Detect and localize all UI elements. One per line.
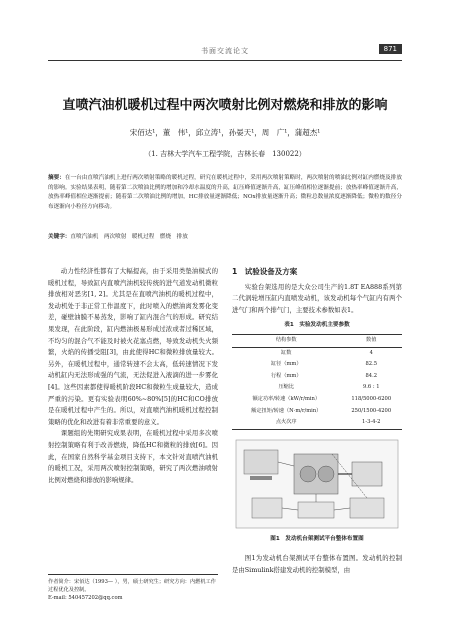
table-row: [232, 382, 402, 394]
table-cell: 1-3-4-2: [362, 419, 381, 426]
author-email: E-mail: 540457202@qq.com: [48, 595, 123, 601]
body-paragraph: 动力性经济性都有了大幅提高，由于采用类垫油模式的暖机过程，导致缸内直喷汽油机较传统的进气道发动机微粒排放相对恶劣[1, 2]。尤其是在直喷汽油机的暖机过程中，发动机处于非正常工作温度下，此时喷入的燃油离发雾化变差，碰壁油膜不易蒸发，影响了缸内混合气的形成。研究结果发现，在此阶段，缸内燃油极易形成过浓或者过稀区域，不均匀的混合气不能及时被火花塞点燃，导致发动机失火频繁，火焰的传播受阻[3]，由此使得HC和微粒排放量较大。另外，在暖机过程中，通常转速不会太高，低转速情况下发动机缸内无法形成强的气流，无法促进入液滴的进一步雾化[4]。这些因素都使得暖机阶段HC和微粒生成量较大，造成严重的污染。更有实验表明60%~80%[5]的HC和CO排放是在暖机过程中产生的。所以，对直喷汽油机暖机过程控制策略的优化和改进有着非常重要的意义。: [48, 267, 218, 426]
table-cell: 点火次序: [275, 419, 297, 426]
right-column: [232, 266, 402, 577]
header-rule: [48, 60, 402, 61]
body-paragraph: 图1为发动机台架测试平台整体布置图。发动机的控制是由Simulink搭建发动机的控制模型，由: [232, 554, 402, 574]
table-row: [232, 371, 402, 383]
table-cell: 缸数: [281, 349, 292, 356]
analyzer-block: [252, 498, 282, 518]
affiliation: （1. 吉林大学汽车工程学院，吉林长春 130022）: [144, 150, 306, 158]
table-row: [232, 359, 402, 371]
section-heading: 1 试验设备及方案: [232, 267, 298, 276]
table-cell: 压缩比: [278, 384, 295, 391]
test-bench-figure: [232, 436, 402, 532]
table-cell: 额定功率/转速（kW/r/min）: [252, 395, 321, 402]
paper-title: 直喷汽油机暖机过程中两次喷射比例对燃烧和排放的影响: [62, 98, 388, 113]
table-row: [232, 417, 402, 429]
computer-block: [244, 450, 278, 474]
computer-base: [250, 476, 272, 480]
author-intro: 作者简介：宋佰达（1993— ），男，硕士研究生；研究方向：内燃机工作过程优化及控制。: [48, 579, 216, 593]
engine-parameter-table: [232, 334, 402, 430]
table-cell: 250/1500-4200: [351, 407, 392, 414]
table-cell: 额定扭矩/转速（N·m/r/min）: [251, 407, 322, 414]
table-header-row: [232, 334, 402, 347]
engine-cylinder: [318, 466, 334, 482]
body-paragraph: 课题组的先期研究成果表明，在暖机过程中采用多次喷射控制策略有利于改善燃烧，降低HC和微粒的排放[6]。因此，在国家自然科学基金项目支持下，本文针对直喷汽油机的暖机工况，采用两次喷射控制策略，研究了两次燃油喷射比例对燃烧和排放的影响规律。: [48, 429, 218, 484]
body-paragraph: 实验台架选用的是大众公司生产的1.8T EA888系列第二代涡轮增压缸内直喷发动机，该发动机每个气缸内有两个进气门和两个排气门，主要技术参数如表1。: [232, 282, 402, 314]
table-cell: 4: [369, 349, 373, 356]
figure-caption: 图1 发动机台架测试平台整体布置图: [270, 535, 364, 542]
table-cell: 118/5000-6200: [351, 395, 392, 402]
table-caption: 表1 实验发动机主要参数: [284, 322, 350, 329]
dynamometer-block: [352, 462, 382, 486]
table-cell: 缸径（mm）: [270, 361, 302, 368]
particle-analyzer-block: [350, 498, 384, 518]
author-list: 宋佰达¹，董 伟¹，邱立涛¹，孙晏天¹，周 广¹，蒲超杰¹: [129, 128, 321, 137]
journal-name: 书面交流论文: [201, 47, 249, 55]
ecu-block: [298, 502, 334, 518]
table-cell: 82.5: [365, 361, 378, 368]
keywords: [48, 232, 402, 240]
table-header-cell: 结构参数: [232, 334, 341, 347]
abstract-label: 摘要：: [48, 175, 65, 181]
keywords-label: 关键字：: [48, 234, 71, 240]
page-number: 871: [379, 44, 402, 54]
footnote: [48, 574, 218, 602]
table-row: [232, 406, 402, 418]
abstract-text: 在一台由直喷汽油机上进行两次喷射策略的暖机过程，研究在暖机过程中，采用两次喷射策略时，两次喷射的喷油比例对缸内燃烧及排放的影响。实验结果表明，随着第二次喷油比例的增加和冷却水温度的升高，缸压峰值逐渐升高，缸压峰值相位逐渐提前；放热率峰值逐渐升高，放热率峰值相位逐渐提前；随着第二次喷油比例的增加，HC排放量逐渐降低；NOx排放量逐渐升高；微粒总数量浓度逐渐降低；微粒的数径分布逐渐向小粒径方向移动。: [48, 175, 402, 211]
abstract: [48, 174, 402, 213]
engine-cylinder: [300, 466, 316, 482]
table-row: [232, 347, 402, 359]
table-cell: 9.6 : 1: [362, 384, 380, 391]
table-row: [232, 394, 402, 406]
table-cell: 84.2: [365, 372, 378, 379]
test-bench-diagram: [232, 436, 402, 532]
running-header: [0, 44, 450, 58]
table-cell: 行程（mm）: [270, 372, 302, 379]
left-column: [48, 266, 218, 486]
keywords-text: 直喷汽油机 两次喷射 暖机过程 燃烧 排放: [70, 234, 188, 240]
table-header-cell: 数值: [341, 334, 403, 347]
